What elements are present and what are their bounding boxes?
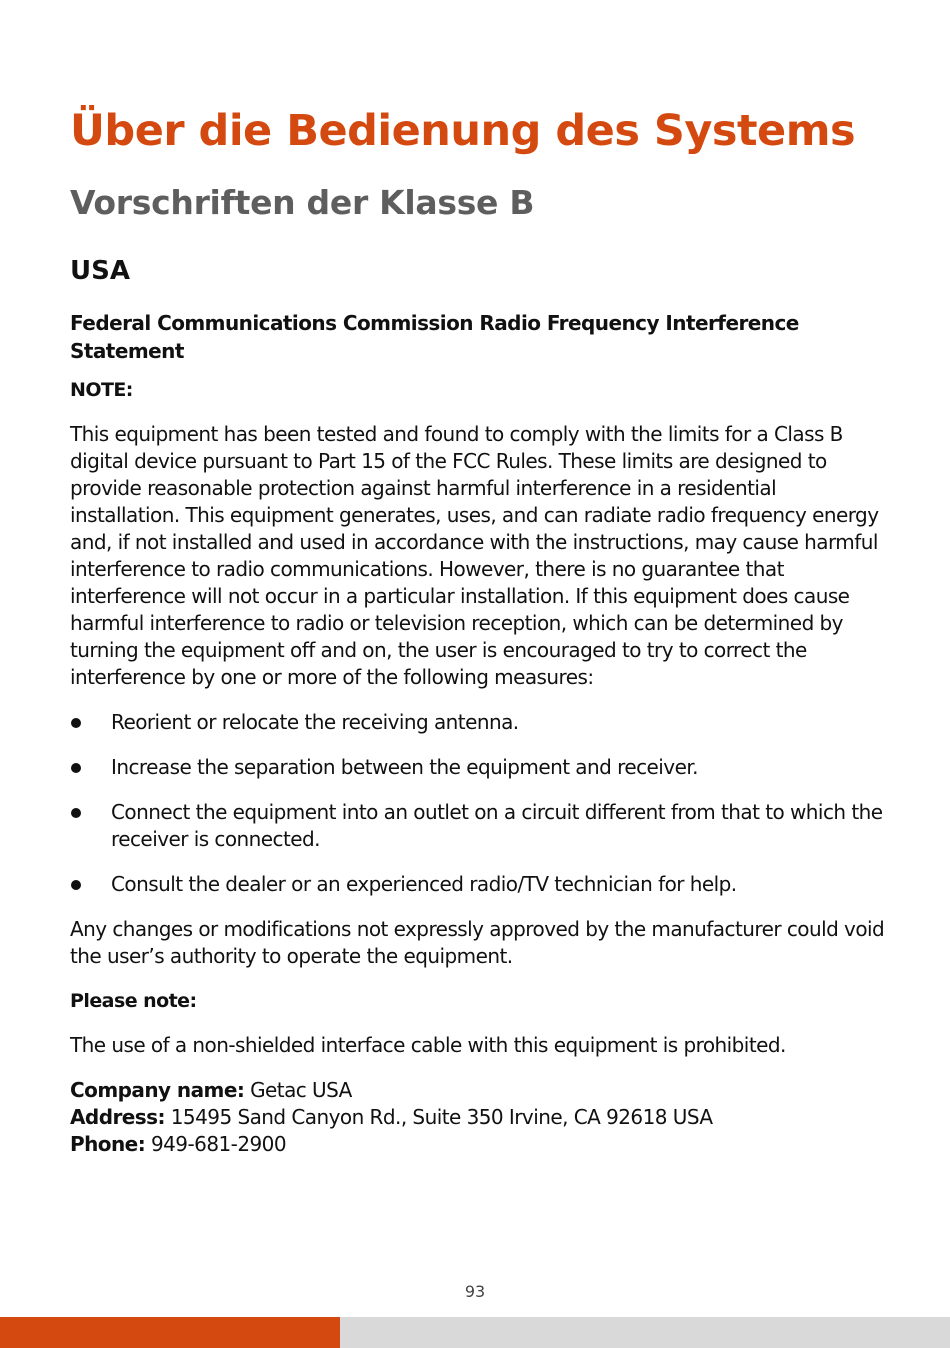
note-label: NOTE: [70, 379, 133, 401]
bullet-icon [71, 808, 81, 818]
bullet-icon [71, 880, 81, 890]
section-heading: USA [70, 256, 130, 286]
list-item [70, 871, 885, 898]
company-line [70, 1077, 885, 1104]
intro-paragraph: This equipment has been tested and found to comply with the limits for a Class B digital device pursuant to Part 15 of the FCC Rules. These limits are designed to provide reasonable protection against harmful interference in a residential installation. This equipment generates, uses, and can radiate radio frequency energy and, if not installed and used in accordance with the instructions, may cause harmful interference to radio communications. However, there is no guarantee that interference will not occur in a particular installation. If this equipment does cause harmful interference to radio or television reception, which can be determined by turning the equipment off and on, the user is encouraged to try to correct the interference by one or more of the following measures: [70, 422, 879, 689]
phone-label: Phone: [70, 1132, 146, 1156]
phone-value: 949-681-2900 [145, 1132, 287, 1156]
please-note-label: Please note: [70, 990, 197, 1012]
cable-paragraph: The use of a non-shielded interface cable with this equipment is prohibited. [70, 1033, 786, 1057]
measures-list [70, 709, 885, 898]
contact-block [70, 1077, 885, 1158]
list-item-text: Connect the equipment into an outlet on a circuit different from that to which the receiver is connected. [111, 800, 883, 851]
list-item-text: Increase the separation between the equipment and receiver. [111, 755, 698, 779]
bullet-icon [71, 763, 81, 773]
modifications-paragraph: Any changes or modifications not expressly approved by the manufacturer could void the user’s authority to operate the equipment. [70, 917, 885, 968]
list-item-text: Reorient or relocate the receiving antenna. [111, 710, 519, 734]
company-value: Getac USA [244, 1078, 352, 1102]
list-item [70, 799, 885, 853]
page-number: 93 [464, 1282, 486, 1301]
phone-line [70, 1131, 885, 1158]
footer-gray-bar [340, 1317, 950, 1348]
address-line [70, 1104, 885, 1131]
list-item [70, 754, 885, 781]
company-label: Company name: [70, 1078, 245, 1102]
main-content [70, 309, 885, 1158]
footer-accent-bar [0, 1317, 340, 1348]
address-value: 15495 Sand Canyon Rd., Suite 350 Irvine, CA 92618 USA [164, 1105, 713, 1129]
page-subtitle: Vorschriften der Klasse B [70, 183, 535, 222]
list-item-text: Consult the dealer or an experienced radio/TV technician for help. [111, 872, 737, 896]
page-title: Über die Bedienung des Systems [70, 106, 856, 156]
statement-heading: Federal Communications Commission Radio Frequency Interference Statement [70, 311, 799, 363]
list-item [70, 709, 885, 736]
address-label: Address: [70, 1105, 165, 1129]
bullet-icon [71, 718, 81, 728]
